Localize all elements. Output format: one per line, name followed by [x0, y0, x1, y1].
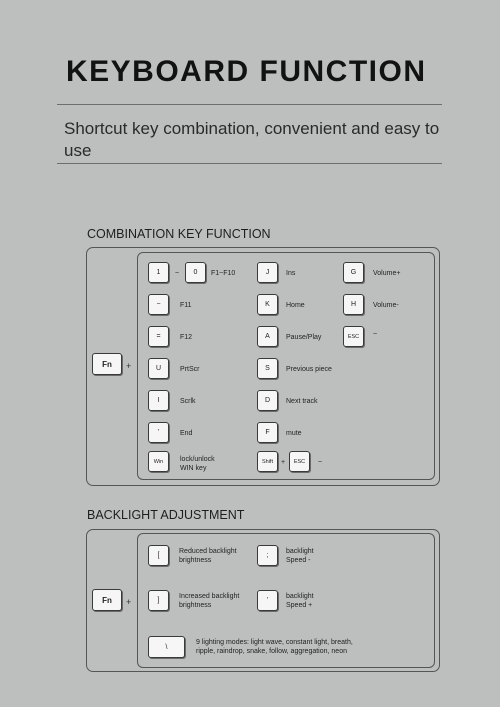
combination-heading: COMBINATION KEY FUNCTION	[87, 227, 271, 241]
label-pause-play: Pause/Play	[286, 334, 322, 341]
label-lock-unlock: lock/unlock	[180, 456, 215, 463]
label-f12: F12	[180, 334, 193, 341]
label-speed-up-2: Speed +	[286, 602, 313, 609]
backlight-inner-panel	[137, 533, 435, 668]
key-f: F	[257, 422, 278, 443]
key-esc: ESC	[343, 326, 364, 347]
subtitle: Shortcut key combination, convenient and easy to use	[64, 119, 440, 160]
plus-sign-backlight: +	[126, 597, 132, 607]
combination-inner-panel	[137, 252, 435, 480]
subtitle-divider	[57, 163, 442, 164]
label-tilde: ~	[373, 331, 378, 338]
label-lighting-modes-2: ripple, raindrop, snake, follow, aggregation, neon	[196, 648, 347, 655]
label-win-key: WIN key	[180, 465, 207, 472]
combination-panel	[86, 247, 440, 486]
key-i: I	[148, 390, 169, 411]
key-esc-combo: ESC	[289, 451, 310, 472]
key-0: 0	[185, 262, 206, 283]
key-left-bracket: [	[148, 545, 169, 566]
label-f1-f10: F1~F10	[211, 270, 236, 277]
key-equals: =	[148, 326, 169, 347]
backlight-panel	[86, 529, 440, 672]
key-d: D	[257, 390, 278, 411]
label-ins: Ins	[286, 270, 296, 277]
key-k: K	[257, 294, 278, 315]
key-minus: −	[148, 294, 169, 315]
label-end: End	[180, 430, 193, 437]
label-volume-down: Volume-	[373, 302, 399, 309]
tilde-sign: ~	[175, 270, 180, 277]
key-u: U	[148, 358, 169, 379]
backlight-heading: BACKLIGHT ADJUSTMENT	[87, 508, 245, 522]
key-h: H	[343, 294, 364, 315]
label-lighting-modes: 9 lighting modes: light wave, constant light, breath,	[196, 639, 353, 646]
label-reduced-brightness-2: brightness	[179, 557, 212, 564]
key-a: A	[257, 326, 278, 347]
key-s: S	[257, 358, 278, 379]
key-win: Win	[148, 451, 169, 472]
label-speed-down: backlight	[286, 548, 314, 555]
label-increased-brightness: Increased backlight	[179, 593, 240, 600]
key-j: J	[257, 262, 278, 283]
key-semicolon: ;	[257, 545, 278, 566]
key-quote: '	[257, 590, 278, 611]
label-prtscr: PrtScr	[180, 366, 200, 373]
label-home: Home	[286, 302, 305, 309]
label-next-track: Next track	[286, 398, 318, 405]
label-reduced-brightness: Reduced backlight	[179, 548, 237, 555]
fn-key: Fn	[92, 353, 122, 375]
tilde-result: ~	[318, 459, 323, 466]
key-backslash: \	[148, 636, 185, 658]
title-divider	[57, 104, 442, 105]
key-1: 1	[148, 262, 169, 283]
label-speed-up: backlight	[286, 593, 314, 600]
label-increased-brightness-2: brightness	[179, 602, 212, 609]
plus-sign-shift: +	[281, 459, 286, 466]
label-scrlk: Scrlk	[180, 398, 196, 405]
fn-key-backlight: Fn	[92, 589, 122, 611]
label-mute: mute	[286, 430, 302, 437]
label-previous-piece: Previous piece	[286, 366, 332, 373]
page-title: KEYBOARD FUNCTION	[66, 55, 427, 88]
label-speed-down-2: Speed -	[286, 557, 311, 564]
key-g: G	[343, 262, 364, 283]
label-f11: F11	[180, 302, 192, 309]
label-volume-up: Volume+	[373, 270, 401, 277]
plus-sign: +	[126, 361, 132, 371]
key-apostrophe: '	[148, 422, 169, 443]
key-shift: Shift	[257, 451, 278, 472]
key-right-bracket: ]	[148, 590, 169, 611]
